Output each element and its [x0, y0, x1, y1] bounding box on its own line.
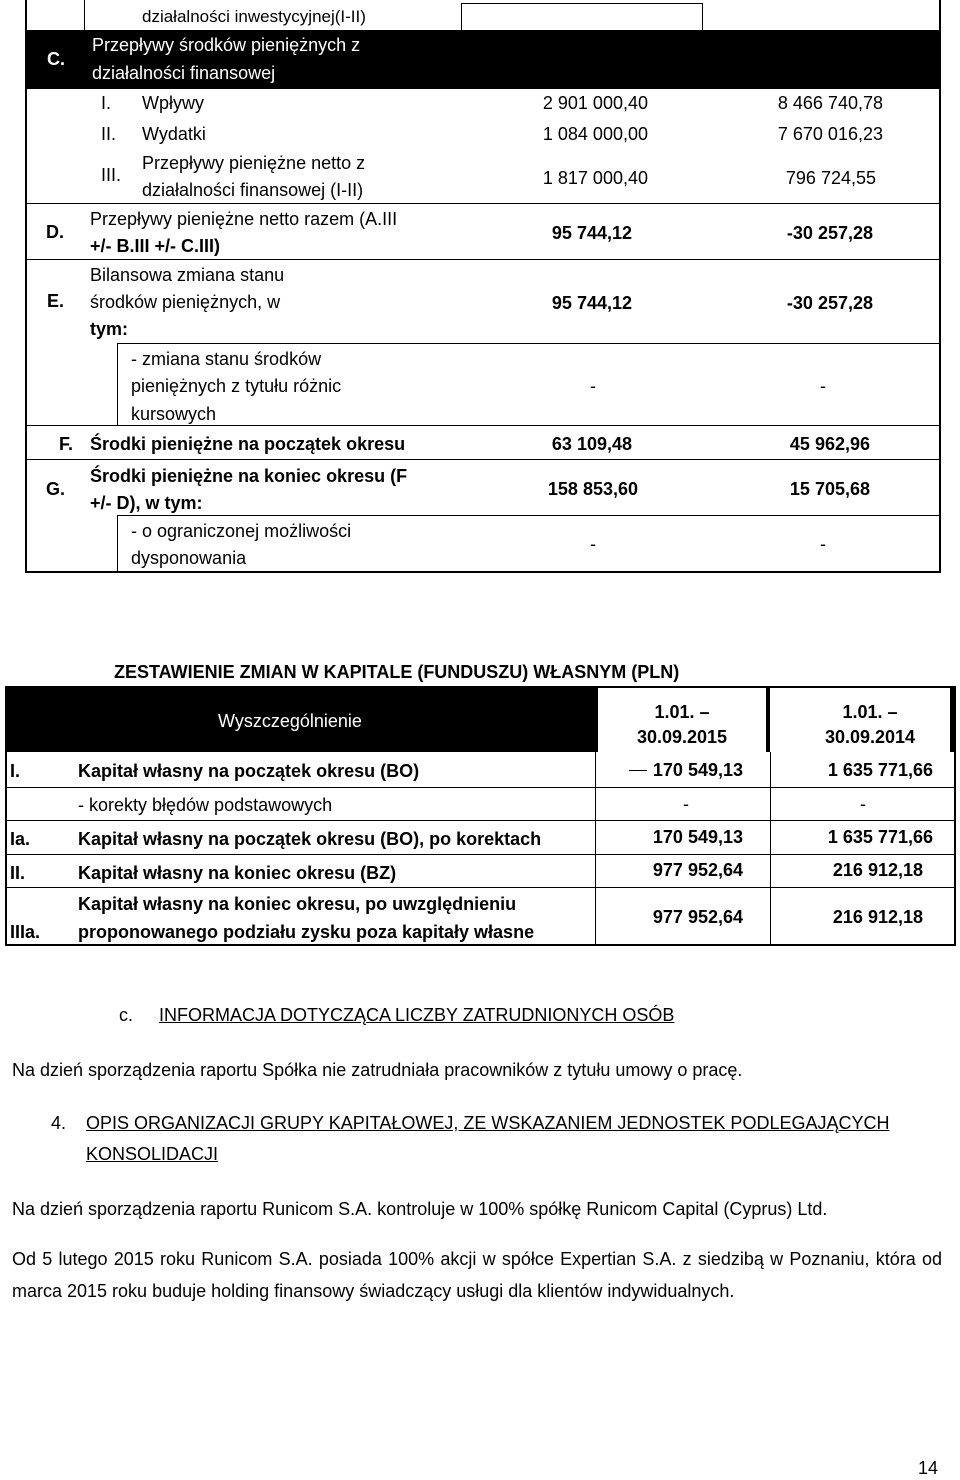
section-g-label-2: +/- D), w tym:	[90, 493, 203, 513]
restricted-label-1: - o ograniczonej możliwości	[131, 521, 352, 541]
row-outflows-label: Wydatki	[142, 124, 206, 144]
section-d-letter: D.	[46, 222, 64, 242]
section-e-2015: 95 744,12	[551, 293, 632, 313]
section-f-2014: 45 962,96	[789, 434, 870, 454]
section-4-heading-2: KONSOLIDACJI	[86, 1144, 219, 1164]
page-number: 14	[918, 1458, 939, 1478]
row-inflows-num: I.	[101, 93, 112, 113]
section-c-letter: C.	[47, 49, 65, 69]
row-outflows-2014: 7 670 016,23	[777, 124, 883, 144]
equity-row-bz-v1: 977 952,64	[652, 860, 743, 880]
section-e-label-3: tym:	[90, 319, 129, 339]
equity-row-bo-corrected-v2: 1 635 771,66	[827, 827, 933, 847]
section-e-label-2: środków pieniężnych, w	[90, 292, 281, 312]
section-f-letter: F.	[59, 434, 74, 454]
row-net-2014: 796 724,55	[785, 168, 876, 188]
section-c-heading: INFORMACJA DOTYCZĄCA LICZBY ZATRUDNIONYCH OSÓB	[159, 1005, 675, 1025]
section-c-number: c.	[119, 1005, 134, 1025]
row-outflows-num: II.	[101, 124, 117, 144]
section-c-label-2: działalności finansowej	[92, 63, 276, 83]
equity-row-bo-v1: 170 549,13	[652, 760, 743, 780]
section-c-label-1: Przepływy środków pieniężnych z	[92, 35, 361, 55]
section-d-2014: -30 257,28	[786, 223, 873, 243]
equity-row-final-num: IIIa.	[10, 922, 41, 942]
exchange-diff-2014: -	[820, 376, 826, 396]
restricted-label-2: dysponowania	[131, 548, 247, 568]
section-e-letter: E.	[47, 291, 65, 311]
section-d-label-1: Przepływy pieniężne netto razem (A.III	[90, 209, 398, 229]
equity-row-final-v2: 216 912,18	[832, 907, 923, 927]
equity-header-label: Wyszczególnienie	[218, 711, 362, 731]
equity-row-bo-corrected-label: Kapitał własny na początek okresu (BO), po korektach	[78, 829, 542, 849]
section-e-2014: -30 257,28	[786, 293, 873, 313]
equity-row-bz-label: Kapitał własny na koniec okresu (BZ)	[78, 863, 397, 883]
equity-row-final-label-2: proponowanego podziału zysku poza kapitały własne	[78, 922, 535, 942]
equity-row-corrections-v1: -	[683, 794, 689, 814]
equity-row-bo-corrected-v1: 170 549,13	[652, 827, 743, 847]
equity-row-final-label-1: Kapitał własny na koniec okresu, po uwzględnieniu	[78, 894, 517, 914]
section-g-2014: 15 705,68	[789, 479, 870, 499]
equity-col2-line2: 30.09.2014	[824, 727, 916, 747]
equity-row-bz-num: II.	[10, 863, 26, 883]
section-d-2015: 95 744,12	[551, 223, 632, 243]
row-inflows-2014: 8 466 740,78	[777, 93, 883, 113]
section-4-number: 4.	[51, 1113, 67, 1133]
equity-row-bz-v2: 216 912,18	[832, 860, 923, 880]
equity-title: ZESTAWIENIE ZMIAN W KAPITALE (FUNDUSZU) WŁASNYM (PLN)	[114, 662, 680, 682]
equity-col1-line2: 30.09.2015	[636, 727, 728, 747]
equity-row-bo-v2: 1 635 771,66	[827, 760, 933, 780]
section-c-text: Na dzień sporządzenia raportu Spółka nie zatrudniała pracowników z tytułu umowy o pracę.	[12, 1060, 743, 1080]
section-e-label-1: Bilansowa zmiana stanu	[90, 265, 285, 285]
section-g-2015: 158 853,60	[547, 479, 638, 499]
row-net-num: III.	[101, 165, 122, 185]
section-d-label-2: +/- B.III +/- C.III)	[90, 236, 221, 256]
section-g-letter: G.	[46, 479, 66, 499]
row-inflows-label: Wpływy	[142, 93, 204, 113]
row-net-label-1: Przepływy pieniężne netto z	[142, 153, 366, 173]
row-outflows-2015: 1 084 000,00	[542, 124, 648, 144]
section-g-label-1: Środki pieniężne na koniec okresu (F	[90, 466, 408, 486]
exchange-diff-label-1: - zmiana stanu środków	[131, 349, 322, 369]
section-4-paragraph-1: Na dzień sporządzenia raportu Runicom S.A. kontroluje w 100% spółkę Runicom Capital (Cyprus) Ltd.	[12, 1199, 828, 1219]
equity-col1-line1: 1.01. –	[654, 702, 710, 722]
equity-row-bo-label: Kapitał własny na początek okresu (BO)	[78, 761, 420, 781]
restricted-2014: -	[820, 534, 826, 554]
section-4-paragraph-2: Od 5 lutego 2015 roku Runicom S.A. posiada 100% akcji w spółce Expertian S.A. z siedzibą w Poznaniu, która od marca 2015 roku buduje holding finansowy świadczący usługi dla klientów indywidualnych.	[12, 1249, 942, 1301]
section-f-label: Środki pieniężne na początek okresu	[90, 434, 406, 454]
investing-net-label: działalności inwestycyjnej(I-II)	[142, 7, 366, 26]
row-net-label-2: działalności finansowej (I-II)	[142, 180, 364, 200]
equity-row-bo-corrected-num: Ia.	[10, 829, 31, 849]
equity-row-final-v1: 977 952,64	[652, 907, 743, 927]
exchange-diff-label-2: pieniężnych z tytułu różnic	[131, 376, 342, 396]
section-f-2015: 63 109,48	[551, 434, 632, 454]
row-inflows-2015: 2 901 000,40	[542, 93, 648, 113]
equity-row-corrections-label: - korekty błędów podstawowych	[78, 795, 333, 815]
equity-col2-line1: 1.01. –	[842, 702, 898, 722]
equity-row-corrections-v2: -	[860, 794, 866, 814]
exchange-diff-2015: -	[590, 376, 596, 396]
empty-cell	[461, 3, 703, 31]
restricted-2015: -	[590, 534, 596, 554]
equity-row-bo-num: I.	[10, 761, 21, 781]
row-net-2015: 1 817 000,40	[542, 168, 648, 188]
exchange-diff-label-3: kursowych	[131, 404, 217, 424]
section-4-heading-1: OPIS ORGANIZACJI GRUPY KAPITAŁOWEJ, ZE WSKAZANIEM JEDNOSTEK PODLEGAJĄCYCH	[86, 1113, 890, 1133]
